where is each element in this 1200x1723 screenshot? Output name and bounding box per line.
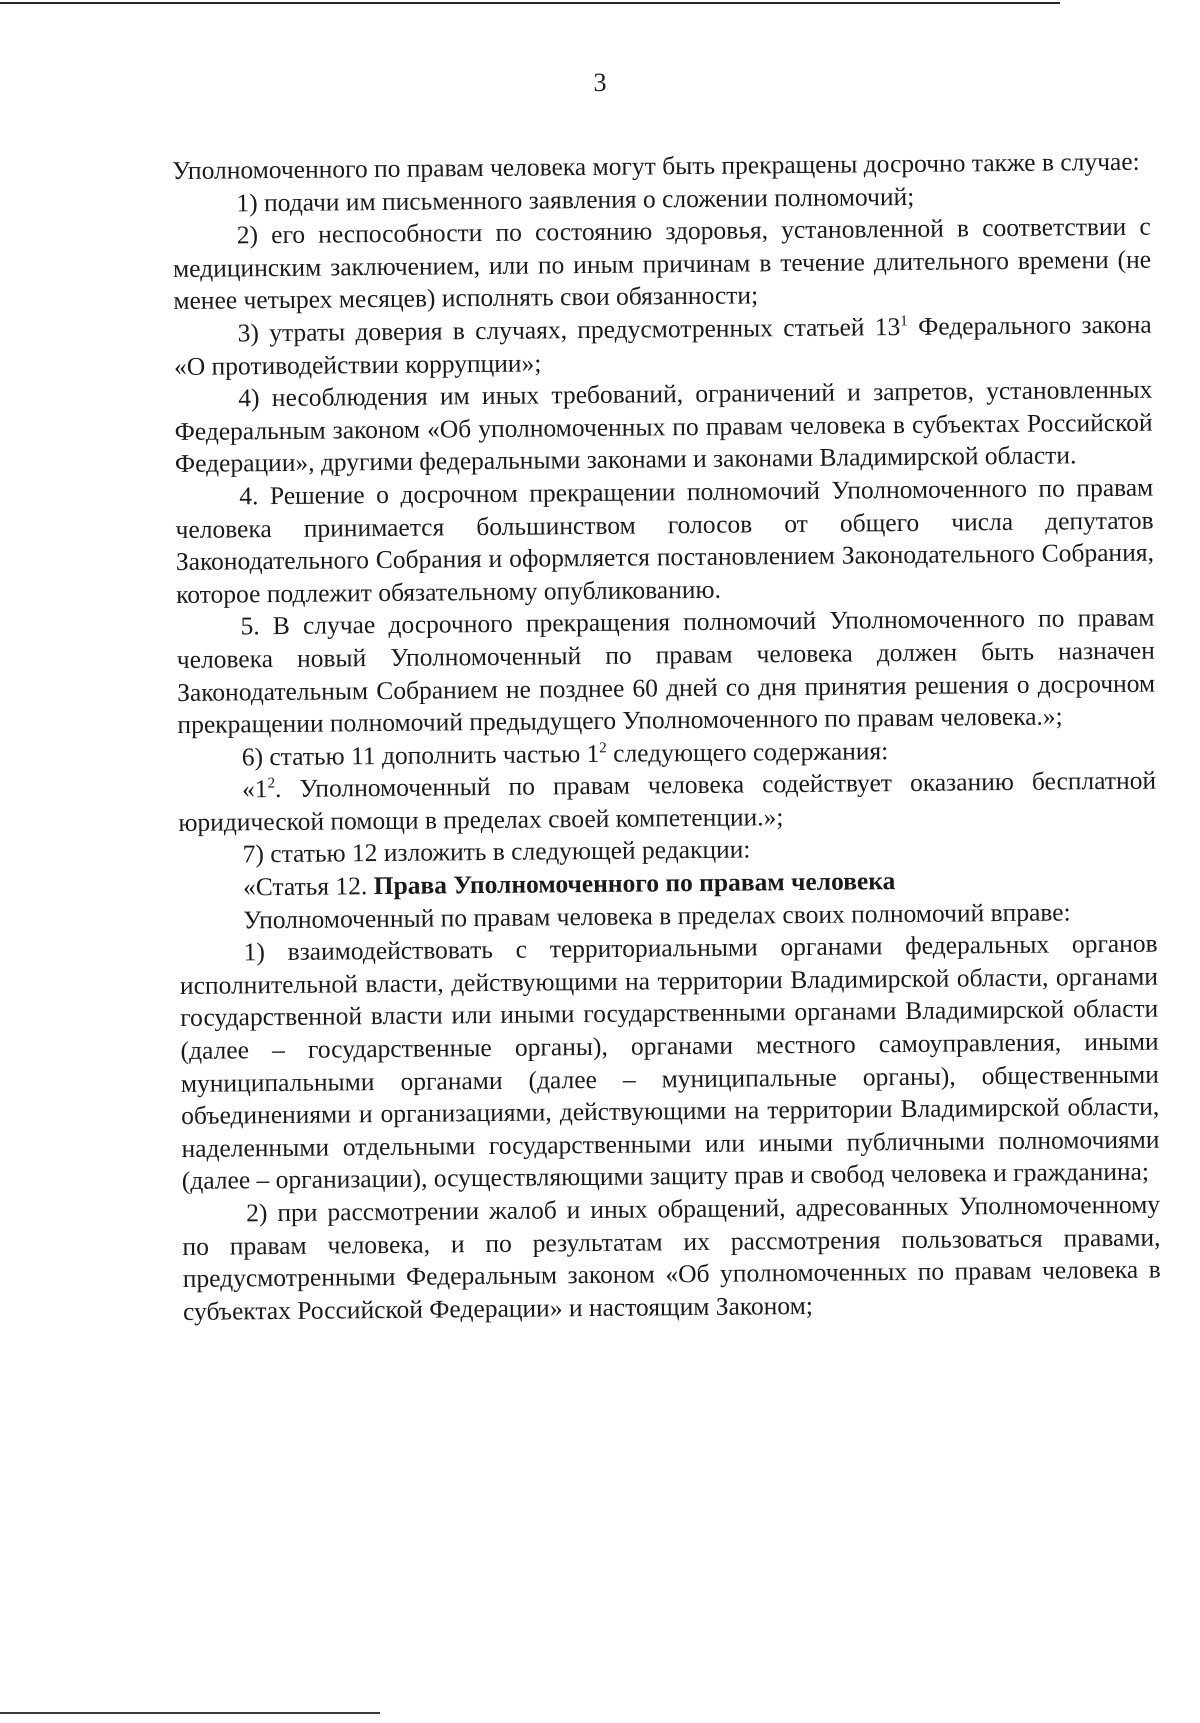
superscript: 2 — [599, 740, 607, 757]
bottom-scan-edge — [0, 1712, 380, 1714]
paragraph-item-3-text-b: Федерального закона «О противодействии коррупции»; — [173, 309, 1152, 381]
article-12-title: Права Уполномоченного по правам человека — [373, 866, 896, 901]
paragraph-part-1-2-text-b: . Уполномоченный по правам человека содействует оказанию бесплатной юридической помощи в пределах своей компетенции.»; — [178, 765, 1157, 837]
document-body — [172, 146, 1161, 1329]
paragraph-article-12-item-1: 1) взаимодействовать с территориальными органами федеральных органов исполнительной власти, действующими на территории Владимирской области, органами государственной власти или иными государственными органами Владимирской области (далее – государственные органы), органами местного самоуправления, иными муниципальными органами (далее – муниципальные органы), общественными объединениями и организациями, действующими на территории Владимирской области, наделенными отдельными государственными или иными публичными полномочиями (далее – организации), осуществляющими защиту прав и свобод человека и гражданина; — [179, 928, 1160, 1196]
paragraph-amend-6-text-a: 6) статью 11 дополнить частью 1 — [241, 738, 600, 772]
paragraph-article-12-intro: Уполномоченный по правам человека в пределах своих полномочий вправе: — [243, 897, 1071, 935]
top-scan-edge — [0, 2, 1060, 4]
paragraph-item-3-text-a: 3) утраты доверия в случаях, предусмотренных статьей 13 — [237, 311, 901, 348]
paragraph-part-1-2 — [178, 765, 1157, 840]
paragraph-item-3 — [174, 309, 1153, 384]
paragraph-part-1-2-text-a: «1 — [241, 774, 268, 804]
paragraph-item-4: 4) несоблюдения им иных требований, ограничений и запретов, установленных Федеральным законом «Об уполномоченных по правам человека в субъектах Российской Федерации», другими федеральными законами и законами Владимирской области. — [174, 374, 1153, 479]
paragraph-amend-6-text-b: следующего содержания: — [606, 735, 889, 768]
paragraph-part-4: 4. Решение о досрочном прекращении полномочий Уполномоченного по правам человека принимается большинством голосов от общего числа депутатов Законодательного Собрания и оформляется постановлением Законодательного Собрания, которое подлежит обязательному опубликованию. — [175, 472, 1154, 609]
superscript: 1 — [900, 313, 908, 330]
article-12-label: «Статья 12. — [242, 871, 374, 902]
page-number: 3 — [593, 68, 607, 97]
paragraph-part-5: 5. В случае досрочного прекращения полномочий Уполномоченного по правам человека новый Уполномоченный по правам человека должен быть назначен Законодательным Собранием не позднее 60 дней со дня принятия решения о досрочном прекращении полномочий предыдущего Уполномоченного по правам человека.»; — [176, 602, 1156, 740]
superscript: 2 — [267, 775, 276, 792]
paragraph-amend-7: 7) статью 12 изложить в следующей редакции: — [242, 834, 751, 869]
paragraph-item-2: 2) его неспособности по состоянию здоровья, установленной в соответствии с медицинским заключением, или по иным причинам в течение длительного времени (не менее четырех месяцев) исполнять свои обязанности; — [172, 211, 1152, 316]
paragraph-continuation: Уполномоченного по правам человека могут быть прекращены досрочно также в случае: — [172, 146, 1140, 185]
paragraph-item-1: 1) подачи им письменного заявления о сложении полномочий; — [236, 181, 915, 217]
paragraph-article-12-item-2: 2) при рассмотрении жалоб и иных обращений, адресованных Уполномоченному по правам человека, и по результатам их рассмотрения пользоваться правами, предусмотренными Федеральным законом «Об уполномоченных по правам человека в субъектах Российской Федерации» и настоящим Законом; — [182, 1189, 1161, 1326]
